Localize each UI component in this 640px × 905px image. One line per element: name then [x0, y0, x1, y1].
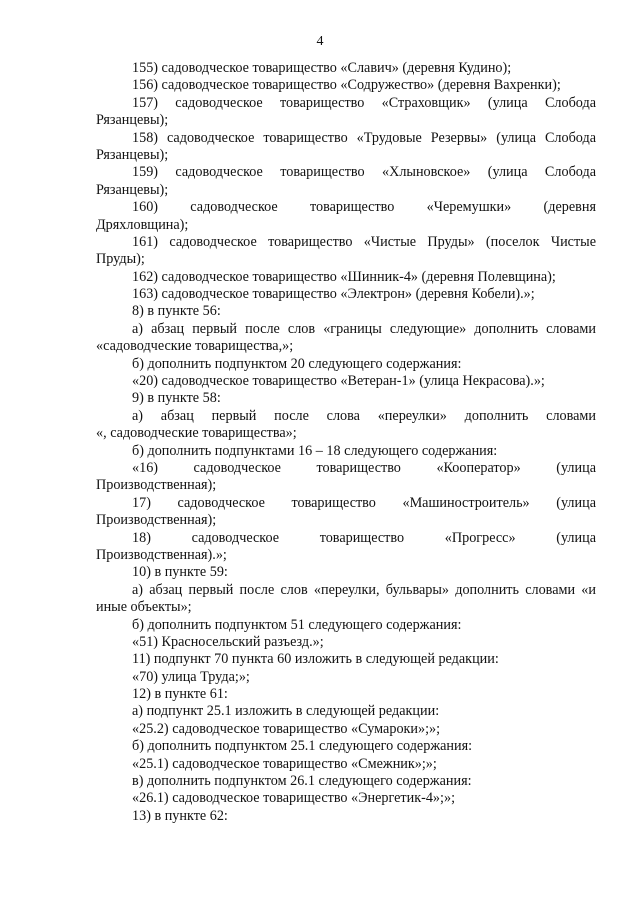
- text-line: 155) садоводческое товарищество «Славич» (деревня Кудино);: [132, 60, 512, 76]
- text-line: 13) в пункте 62:: [132, 807, 228, 824]
- text-line: 12) в пункте 61:: [132, 686, 228, 703]
- text-line: «25.2) садоводческое товарищество «Сумароки»;»;: [132, 720, 441, 737]
- text-line: 10) в пункте 59:: [132, 564, 228, 581]
- text-line: «70) улица Труда;»;: [132, 668, 250, 685]
- text-line: а) подпункт 25.1 изложить в следующей редакции:: [132, 703, 440, 720]
- text-line: 160) садоводческое товарищество «Черемушки» (деревня: [132, 199, 596, 216]
- text-line: в) дополнить подпунктом 26.1 следующего содержания:: [132, 773, 472, 790]
- text-line: Пруды);: [96, 251, 145, 268]
- text-line: 18) садоводческое товарищество «Прогресс» (улица: [132, 529, 596, 546]
- text-line: 9) в пункте 58:: [132, 390, 221, 407]
- text-line: «25.1) садоводческое товарищество «Смежник»;»;: [132, 755, 437, 772]
- text-line: б) дополнить подпунктом 25.1 следующего содержания:: [132, 738, 473, 755]
- text-line: а) абзац первый после слов «границы следующие» дополнить словами: [132, 320, 596, 337]
- text-line: 156) садоводческое товарищество «Содружество» (деревня Вахренки);: [132, 77, 561, 94]
- text-line: а) абзац первый после слова «переулки» дополнить словами: [132, 407, 596, 424]
- text-line: б) дополнить подпунктами 16 – 18 следующего содержания:: [132, 442, 498, 459]
- text-line: 11) подпункт 70 пункта 60 изложить в следующей редакции:: [132, 651, 499, 668]
- text-line: Производственная).»;: [96, 546, 227, 563]
- text-line: иные объекты»;: [96, 599, 192, 616]
- text-line: 159) садоводческое товарищество «Хлыновское» (улица Слобода: [132, 164, 596, 181]
- text-line: «, садоводческие товарищества»;: [96, 425, 297, 442]
- text-line: 162) садоводческое товарищество «Шинник-4» (деревня Полевщина);: [132, 268, 556, 285]
- text-line: Рязанцевы);: [96, 146, 169, 163]
- text-line: Производственная);: [96, 477, 217, 494]
- text-line: «26.1) садоводческое товарищество «Энергетик-4»;»;: [132, 790, 456, 807]
- text-line: 17) садоводческое товарищество «Машиностроитель» (улица: [132, 494, 596, 511]
- text-line: а) абзац первый после слов «переулки, бульвары» дополнить словами «и: [132, 581, 596, 598]
- text-line: 158) садоводческое товарищество «Трудовые Резервы» (улица Слобода: [132, 129, 596, 146]
- text-line: 157) садоводческое товарищество «Страховщик» (улица Слобода: [132, 94, 596, 111]
- document-body: [96, 60, 596, 825]
- text-line: 161) садоводческое товарищество «Чистые Пруды» (поселок Чистые: [132, 233, 596, 250]
- text-line: «садоводческие товарищества,»;: [96, 338, 294, 355]
- text-line: 163) садоводческое товарищество «Электрон» (деревня Кобели).»;: [132, 286, 535, 303]
- text-line: б) дополнить подпунктом 20 следующего содержания:: [132, 355, 462, 372]
- text-line: Рязанцевы);: [96, 112, 169, 129]
- text-line: б) дополнить подпунктом 51 следующего содержания:: [132, 616, 462, 633]
- text-line: Производственная);: [96, 512, 217, 529]
- text-line: Дряхловщина);: [96, 216, 189, 233]
- text-line: Рязанцевы);: [96, 181, 169, 198]
- page-number: 4: [316, 34, 324, 49]
- text-line: «16) садоводческое товарищество «Кооператор» (улица: [132, 459, 596, 476]
- text-line: 8) в пункте 56:: [132, 303, 221, 320]
- text-line: «20) садоводческое товарищество «Ветеран-1» (улица Некрасова).»;: [132, 373, 545, 390]
- text-line: «51) Красносельский разъезд.»;: [132, 633, 324, 650]
